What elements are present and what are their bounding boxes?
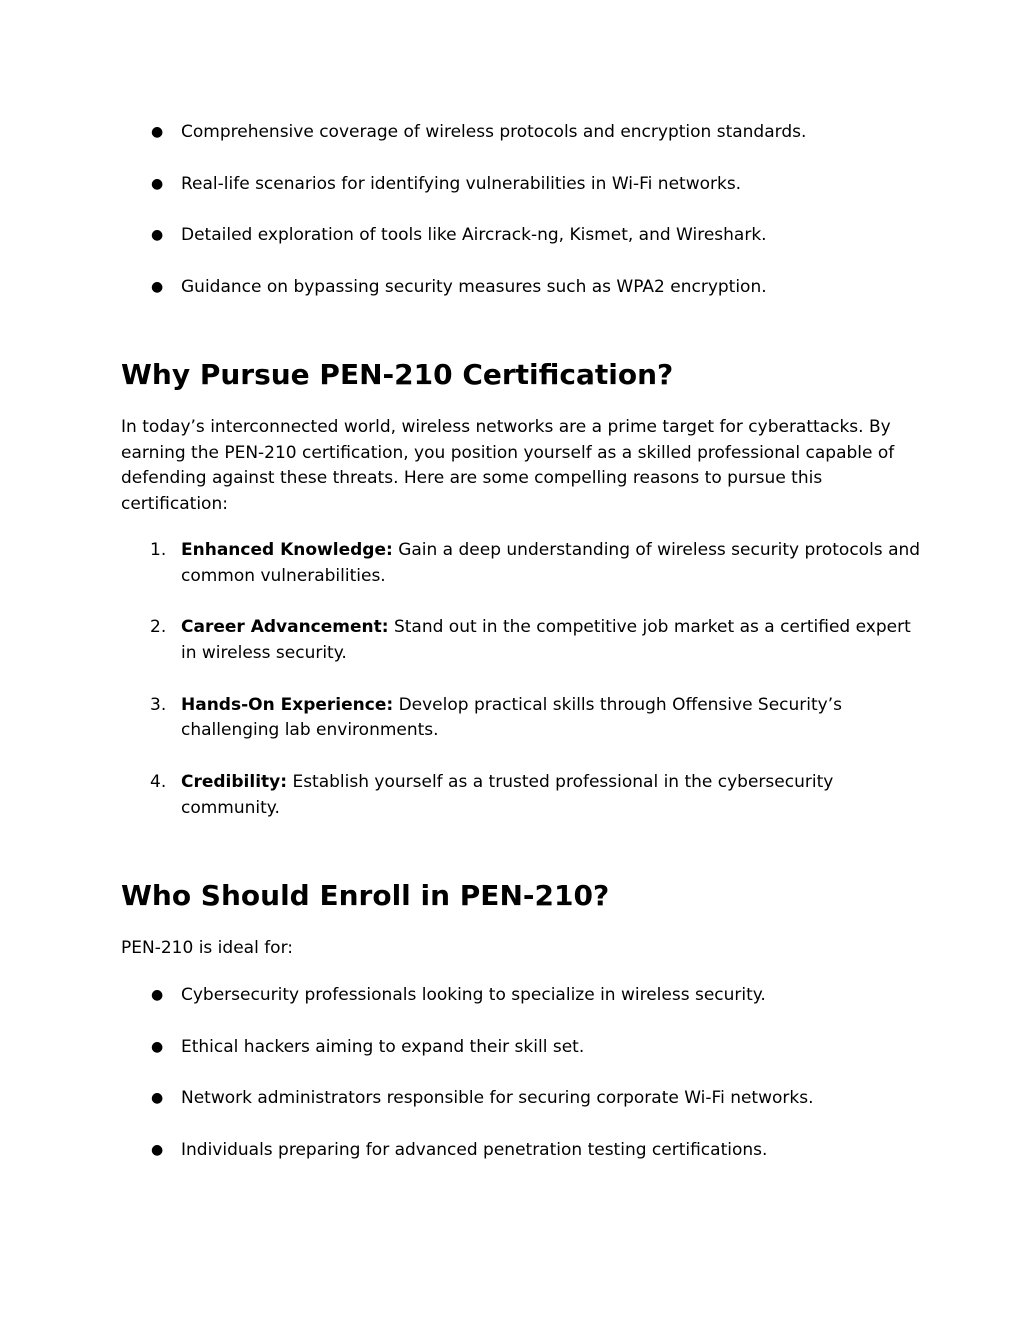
reason-title: Credibility: xyxy=(181,771,288,792)
reason-title: Enhanced Knowledge: xyxy=(181,540,393,560)
bullet-text: Detailed exploration of tools like Aircrack-ng, Kismet, and Wireshark. xyxy=(181,225,767,245)
bullet-text: Comprehensive coverage of wireless protocols and encryption standards. xyxy=(181,122,807,142)
audience-bullet-list xyxy=(0,983,1024,1189)
reason-text xyxy=(181,693,921,744)
section-why-intro: In today’s interconnected world, wireless networks are a prime target for cyberattacks. By earning the PEN-210 certification, you position yourself as a skilled professional capable of defending against these threats. Here are some compelling reasons to pursue this certification: xyxy=(121,417,895,515)
bullet-text: Cybersecurity professionals looking to specialize in wireless security. xyxy=(181,985,766,1005)
bullet-icon: ● xyxy=(151,1038,164,1055)
list-number: 1. xyxy=(150,540,167,560)
reason-description: Gain a deep understanding of wireless security protocols and common vulnerabilities. xyxy=(181,540,921,586)
list-item xyxy=(0,275,1024,327)
section-heading-why: Why Pursue PEN-210 Certification? xyxy=(121,358,674,391)
reason-description: Stand out in the competitive job market as a certified expert in wireless security. xyxy=(181,617,911,663)
reason-title: Hands-On Experience: xyxy=(181,694,394,715)
bullet-icon: ● xyxy=(151,227,164,243)
features-bullet-list xyxy=(0,120,1024,326)
list-item xyxy=(0,1086,1024,1138)
bullet-text: Individuals preparing for advanced penetration testing certifications. xyxy=(181,1139,768,1160)
list-number: 3. xyxy=(150,694,167,715)
list-item xyxy=(0,120,1024,172)
list-item xyxy=(0,172,1024,224)
reason-description: Establish yourself as a trusted professional in the cybersecurity community. xyxy=(181,771,834,818)
bullet-text: Guidance on bypassing security measures such as WPA2 encryption. xyxy=(181,276,767,297)
reasons-numbered-list xyxy=(0,538,1024,847)
list-number: 4. xyxy=(150,771,167,792)
reason-text xyxy=(181,770,921,821)
section-heading-who: Who Should Enroll in PEN-210? xyxy=(121,879,610,912)
section-who-intro: PEN-210 is ideal for: xyxy=(121,938,294,958)
list-item xyxy=(0,615,1024,692)
bullet-icon: ● xyxy=(151,987,164,1003)
bullet-text: Network administrators responsible for securing corporate Wi-Fi networks. xyxy=(181,1088,814,1108)
bullet-icon: ● xyxy=(151,278,164,295)
bullet-icon: ● xyxy=(151,175,164,192)
list-item xyxy=(0,1035,1024,1087)
list-item xyxy=(0,538,1024,615)
reason-text xyxy=(181,538,921,589)
list-item xyxy=(0,693,1024,770)
bullet-icon: ● xyxy=(151,124,164,140)
list-item xyxy=(0,223,1024,275)
bullet-icon: ● xyxy=(151,1141,164,1158)
reason-title: Career Advancement: xyxy=(181,617,389,638)
reason-text xyxy=(181,615,921,666)
reason-description: Develop practical skills through Offensive Security’s challenging lab environments. xyxy=(181,694,843,741)
list-item xyxy=(0,983,1024,1035)
bullet-icon: ● xyxy=(151,1090,164,1106)
list-item xyxy=(0,1138,1024,1190)
bullet-text: Ethical hackers aiming to expand their skill set. xyxy=(181,1036,585,1057)
list-number: 2. xyxy=(150,617,167,638)
list-item xyxy=(0,770,1024,847)
bullet-text: Real-life scenarios for identifying vulnerabilities in Wi-Fi networks. xyxy=(181,173,742,194)
